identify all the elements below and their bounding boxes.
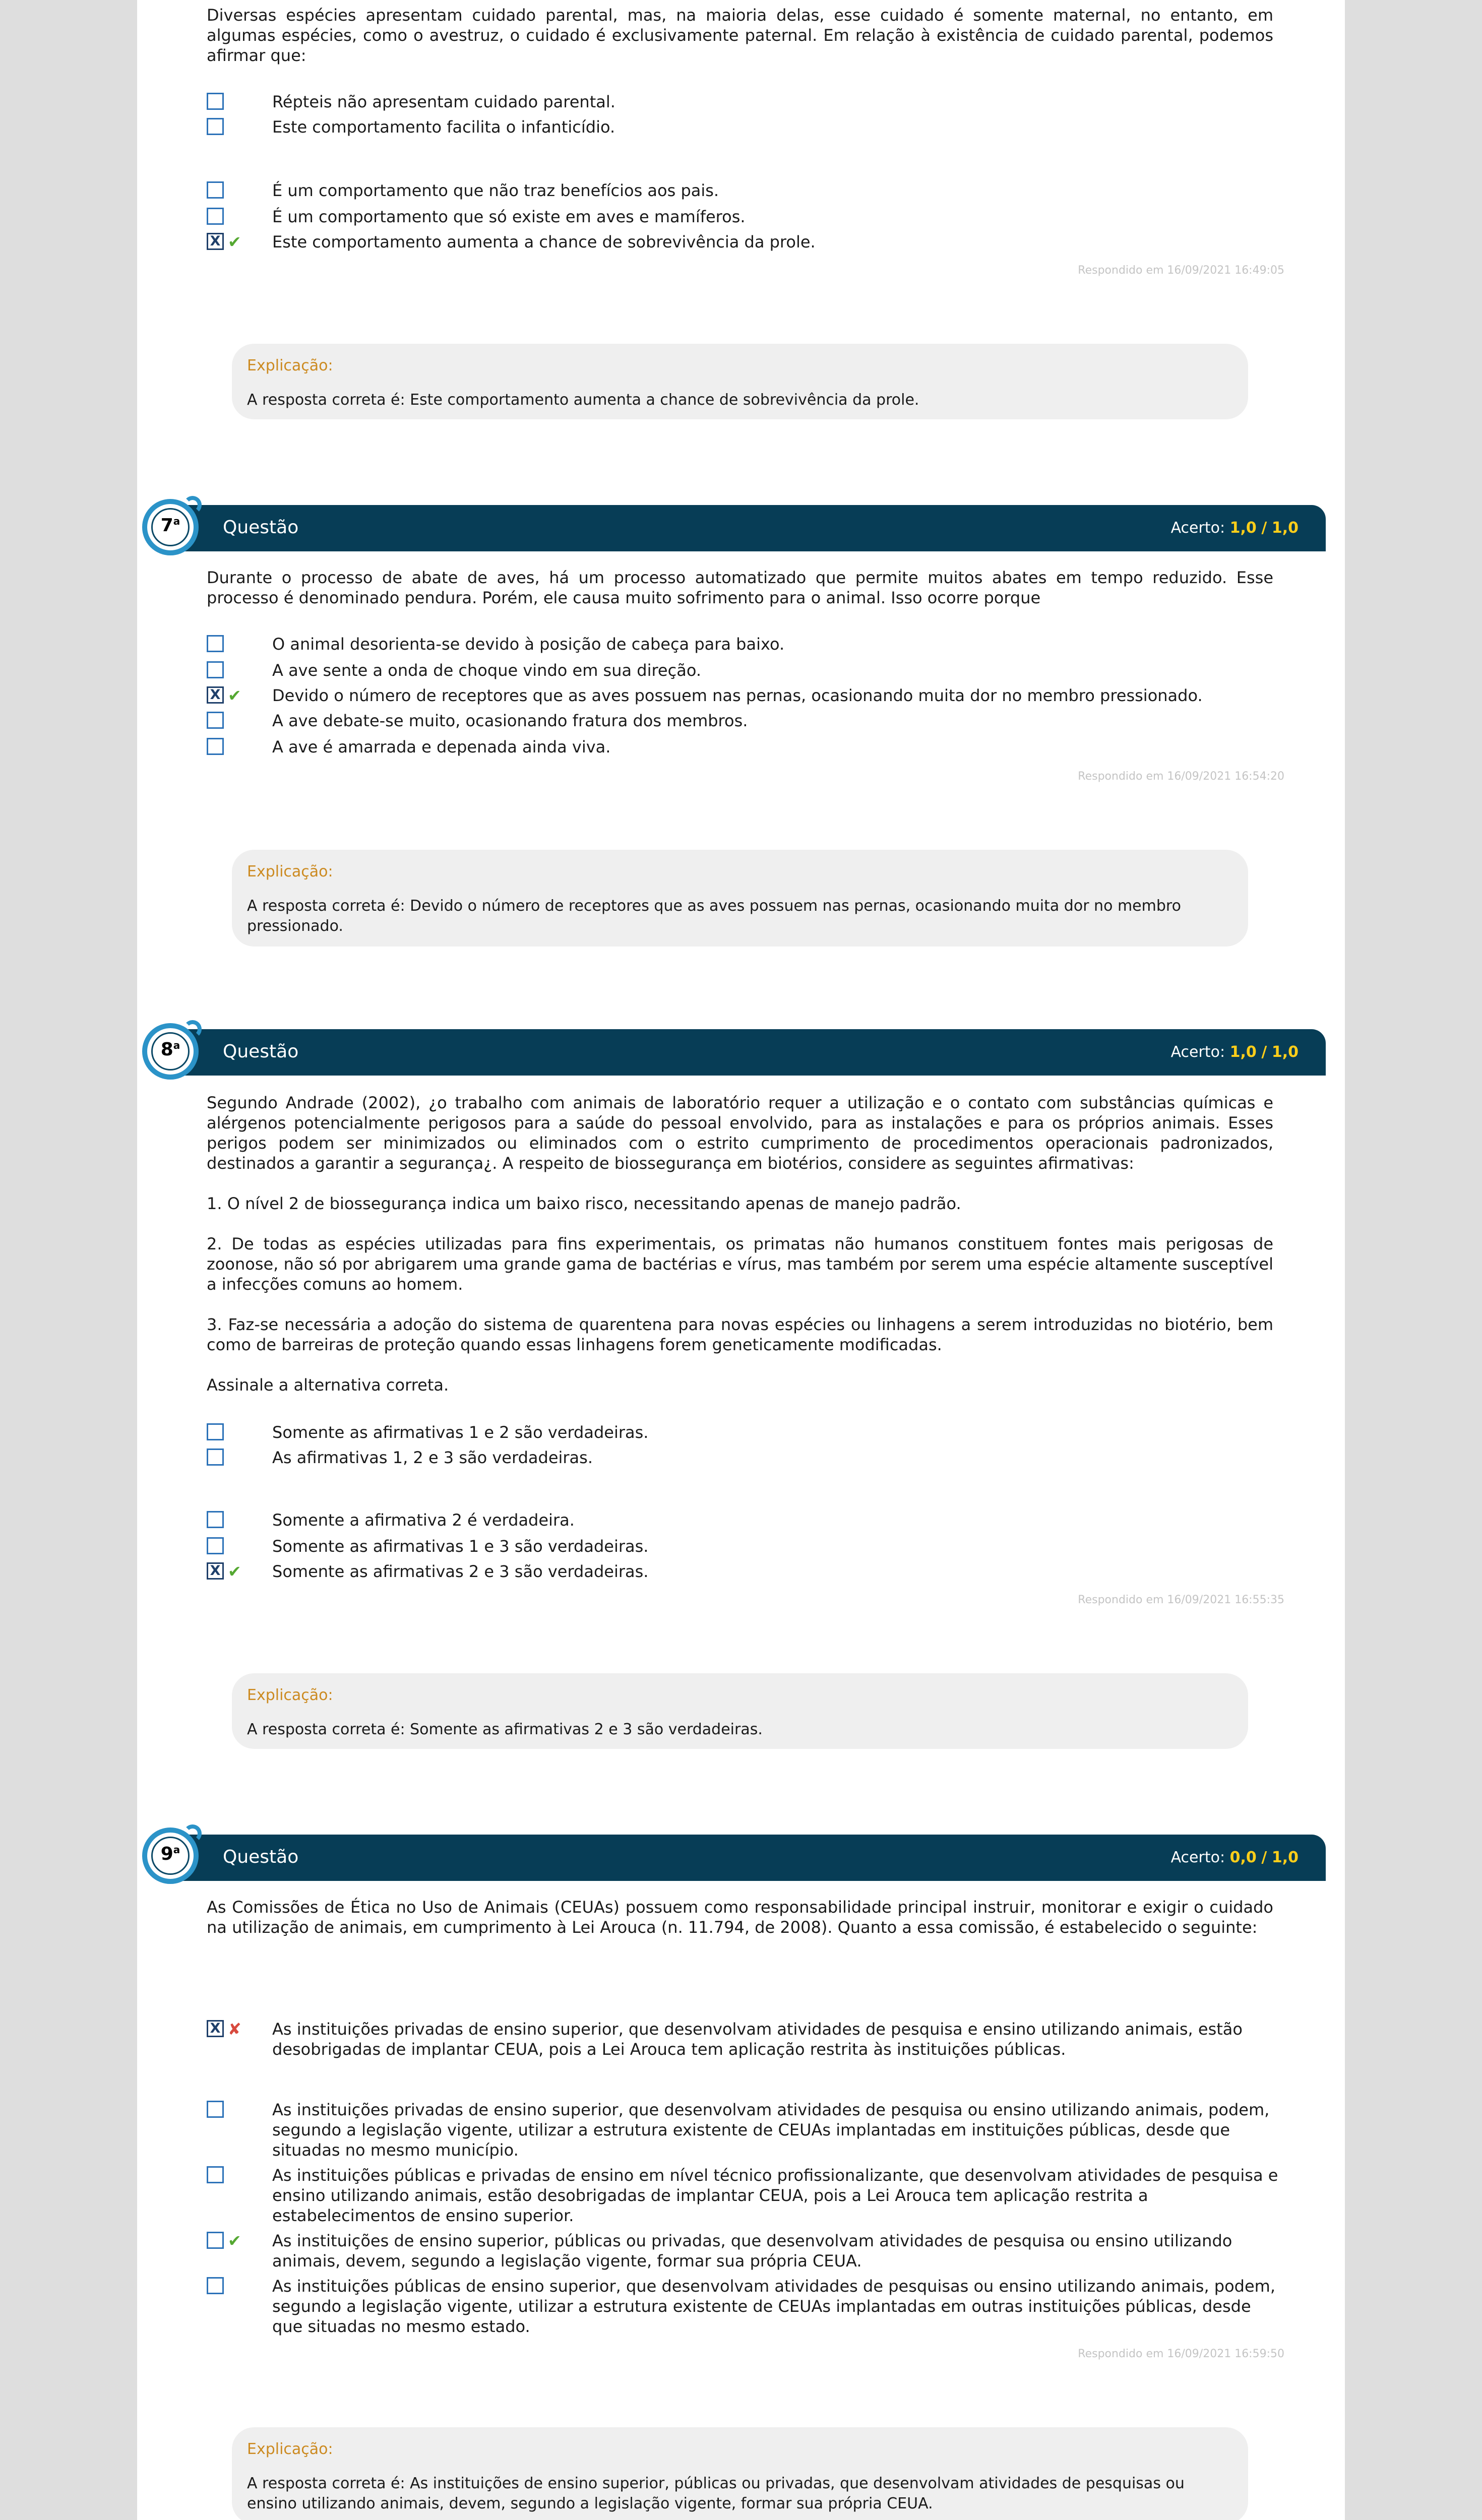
checkbox-checked[interactable]: X (207, 686, 224, 704)
question-9-text: As Comissões de Ética no Uso de Animais (CEUAs) possuem como responsabilidade principal instruir, monitorar e exigir o cuidado na utilização de animais, em cumprimento à Lei Arouca (n. 11.794, de 2008). Quanto a essa comissão, é estabelecido o seguinte: (207, 1898, 1273, 1937)
option-text: As instituições de ensino superior, públicas ou privadas, que desenvolvam atividades de pesquisa ou ensino utilizando animais, devem, segundo a legislação vigente, formar sua própria CEUA. (272, 2231, 1232, 2271)
option-text: As afirmativas 1, 2 e 3 são verdadeiras. (272, 1448, 593, 1467)
checkbox[interactable] (207, 208, 224, 225)
answered-timestamp: Respondido em 16/09/2021 16:59:50 (1078, 2348, 1284, 2360)
checkbox[interactable] (207, 635, 224, 652)
answered-timestamp: Respondido em 16/09/2021 16:49:05 (1078, 264, 1284, 277)
option-text: É um comportamento que só existe em aves e mamíferos. (272, 207, 746, 226)
option-text: Somente as afirmativas 2 e 3 são verdadeiras. (272, 1562, 649, 1581)
badge-swoosh-icon (183, 1824, 202, 1843)
q6-option-1[interactable] (207, 92, 1285, 112)
option-text: Somente a afirmativa 2 é verdadeira. (272, 1510, 575, 1530)
explanation-label: Explicação: (247, 357, 333, 374)
checkbox[interactable] (207, 738, 224, 755)
checkbox[interactable] (207, 2166, 224, 2183)
q9-option-3[interactable] (207, 2165, 1285, 2226)
q8-option-1[interactable] (207, 1422, 1285, 1442)
question-9-header (161, 1835, 1326, 1881)
question-title: Questão (223, 1041, 299, 1062)
correct-check-icon: ✔ (228, 232, 241, 251)
q9-option-4[interactable] (207, 2231, 1285, 2271)
q8-option-3[interactable] (207, 1510, 1285, 1530)
checkbox[interactable] (207, 1423, 224, 1440)
explanation-text: A resposta correta é: Este comportamento aumenta a chance de sobrevivência da prole. (247, 391, 919, 409)
question-number-badge: 9$^a$ (142, 1828, 199, 1884)
question-number-badge: 8$^a$ (142, 1023, 199, 1080)
q8-option-2[interactable] (207, 1447, 1285, 1468)
checkbox[interactable] (207, 93, 224, 110)
checkbox[interactable] (207, 712, 224, 729)
explanation-box (232, 850, 1248, 947)
checkbox-checked[interactable]: X (207, 233, 224, 250)
question-7-header (161, 505, 1326, 551)
paragraph: 2. De todas as espécies utilizadas para fins experimentais, os primatas não humanos constituem fontes mais perigosas de zoonose, não só por abrigarem uma grande gama de bactérias e vírus, mas também por serem uma espécie altamente susceptível a infecções comuns ao homem. (207, 1234, 1273, 1294)
correct-check-icon: ✔ (228, 2231, 241, 2250)
question-7-text: Durante o processo de abate de aves, há um processo automatizado que permite muitos abates em tempo reduzido. Esse processo é denominado pendura. Porém, ele causa muito sofrimento para o animal. Isso ocorre porque (207, 568, 1273, 607)
q7-option-2[interactable] (207, 660, 1285, 680)
badge-swoosh-icon (183, 496, 202, 514)
option-text: Répteis não apresentam cuidado parental. (272, 92, 615, 111)
checkbox-checked[interactable]: X (207, 2020, 224, 2037)
question-6-text: Diversas espécies apresentam cuidado parental, mas, na maioria delas, esse cuidado é somente maternal, no entanto, em algumas espécies, como o avestruz, o cuidado é exclusivamente paternal. Em relação à existência de cuidado parental, podemos afirmar que: (207, 6, 1273, 65)
question-8-text (207, 1093, 1273, 1415)
q9-option-1[interactable] (207, 2019, 1285, 2059)
correct-check-icon: ✔ (228, 686, 241, 705)
question-title: Questão (223, 517, 299, 538)
option-text: A ave é amarrada e depenada ainda viva. (272, 737, 611, 757)
checkbox[interactable] (207, 1537, 224, 1554)
option-text: Devido o número de receptores que as aves possuem nas pernas, ocasionando muita dor no membro pressionado. (272, 686, 1203, 705)
explanation-label: Explicação: (247, 1686, 333, 1704)
option-text: As instituições privadas de ensino superior, que desenvolvam atividades de pesquisa ou ensino utilizando animais, podem, segundo a legislação vigente, utilizar a estrutura existente de CEUAs implantadas em instituições públicas, desde que situadas no mesmo município. (272, 2100, 1270, 2160)
answered-timestamp: Respondido em 16/09/2021 16:54:20 (1078, 770, 1284, 783)
option-text: As instituições privadas de ensino superior, que desenvolvam atividades de pesquisa e ensino utilizando animais, estão desobrigadas de implantar CEUA, pois a Lei Arouca tem aplicação restrita às instituições públicas. (272, 2020, 1243, 2059)
option-text: O animal desorienta-se devido à posição de cabeça para baixo. (272, 635, 785, 654)
checkbox[interactable] (207, 181, 224, 199)
question-number-badge: 7$^a$ (142, 499, 199, 555)
explanation-label: Explicação: (247, 863, 333, 880)
q8-option-5[interactable] (207, 1561, 1285, 1582)
question-title: Questão (223, 1847, 299, 1867)
checkbox[interactable] (207, 1511, 224, 1528)
paragraph: Assinale a alternativa correta. (207, 1375, 449, 1395)
explanation-text: A resposta correta é: Devido o número de receptores que as aves possuem nas pernas, ocasionando muita dor no membro pressionado. (247, 897, 1181, 935)
explanation-text: A resposta correta é: Somente as afirmativas 2 e 3 são verdadeiras. (247, 1721, 763, 1738)
option-text: As instituições públicas e privadas de ensino em nível técnico profissionalizante, que desenvolvam atividades de pesquisa e ensino utilizando animais, estão desobrigadas de implantar CEUA, pois a Lei Arouca tem aplicação restrita a estabelecimentos de ensino superior. (272, 2166, 1278, 2225)
option-text: Este comportamento facilita o infanticídio. (272, 117, 615, 137)
option-text: Somente as afirmativas 1 e 3 são verdadeiras. (272, 1537, 649, 1556)
paragraph: 1. O nível 2 de biossegurança indica um baixo risco, necessitando apenas de manejo padrão. (207, 1194, 961, 1213)
option-text: É um comportamento que não traz benefícios aos pais. (272, 181, 719, 200)
q6-option-4[interactable] (207, 207, 1285, 227)
q9-option-5[interactable] (207, 2276, 1285, 2337)
option-text: As instituições públicas de ensino superior, que desenvolvam atividades de pesquisas ou ensino utilizando animais, podem, segundo a legislação vigente, utilizar a estrutura existente de CEUAs implantadas em outras instituições públicas, desde que situadas no mesmo estado. (272, 2277, 1276, 2336)
checkbox[interactable] (207, 2101, 224, 2118)
explanation-label: Explicação: (247, 2440, 333, 2458)
q7-option-3[interactable] (207, 685, 1285, 706)
score: Acerto: 0,0 / 1,0 (1170, 1849, 1299, 1866)
checkbox[interactable] (207, 2232, 224, 2249)
explanation-box (232, 1673, 1248, 1749)
checkbox[interactable] (207, 661, 224, 678)
option-text: A ave debate-se muito, ocasionando fratura dos membros. (272, 711, 748, 730)
checkbox[interactable] (207, 2277, 224, 2294)
explanation-box (232, 2427, 1248, 2520)
q8-option-4[interactable] (207, 1536, 1285, 1556)
option-text: A ave sente a onda de choque vindo em sua direção. (272, 661, 701, 680)
q7-option-5[interactable] (207, 737, 1285, 757)
option-text: Este comportamento aumenta a chance de sobrevivência da prole. (272, 232, 816, 251)
q6-option-3[interactable] (207, 180, 1285, 201)
score: Acerto: 1,0 / 1,0 (1170, 519, 1299, 537)
answered-timestamp: Respondido em 16/09/2021 16:55:35 (1078, 1594, 1284, 1606)
checkbox-checked[interactable]: X (207, 1562, 224, 1580)
explanation-box (232, 344, 1248, 419)
checkbox[interactable] (207, 1448, 224, 1466)
explanation-text: A resposta correta é: As instituições de ensino superior, públicas ou privadas, que desenvolvam atividades de pesquisas ou ensino utilizando animais, devem, segundo a legislação vigente, formar sua própria CEUA. (247, 2475, 1185, 2512)
question-8-header (161, 1029, 1326, 1076)
score: Acerto: 1,0 / 1,0 (1170, 1043, 1299, 1061)
checkbox[interactable] (207, 118, 224, 135)
q6-option-5[interactable] (207, 232, 1285, 252)
option-text: Somente as afirmativas 1 e 2 são verdadeiras. (272, 1423, 649, 1442)
paragraph: 3. Faz-se necessária a adoção do sistema de quarentena para novas espécies ou linhagens a serem introduzidas no biotério, bem como de barreiras de proteção quando essas linhagens forem geneticamente modificadas. (207, 1315, 1273, 1354)
wrong-x-icon: ✘ (228, 2020, 241, 2039)
correct-check-icon: ✔ (228, 1562, 241, 1581)
q7-option-1[interactable] (207, 634, 1285, 654)
paragraph: Segundo Andrade (2002), ¿o trabalho com animais de laboratório requer a utilização e o contato com substâncias químicas e alérgenos potencialmente perigosos para a saúde do pessoal envolvido, para as instalações e para os próprios animais. Esses perigos podem ser minimizados ou eliminados com o estrito cumprimento de procedimentos operacionais padronizados, destinados a garantir a segurança¿. A respeito de biossegurança em biotérios, considere as seguintes afirmativas: (207, 1093, 1273, 1173)
q6-option-2[interactable] (207, 117, 1285, 137)
q9-option-2[interactable] (207, 2100, 1285, 2160)
badge-swoosh-icon (183, 1020, 202, 1038)
q7-option-4[interactable] (207, 711, 1285, 731)
